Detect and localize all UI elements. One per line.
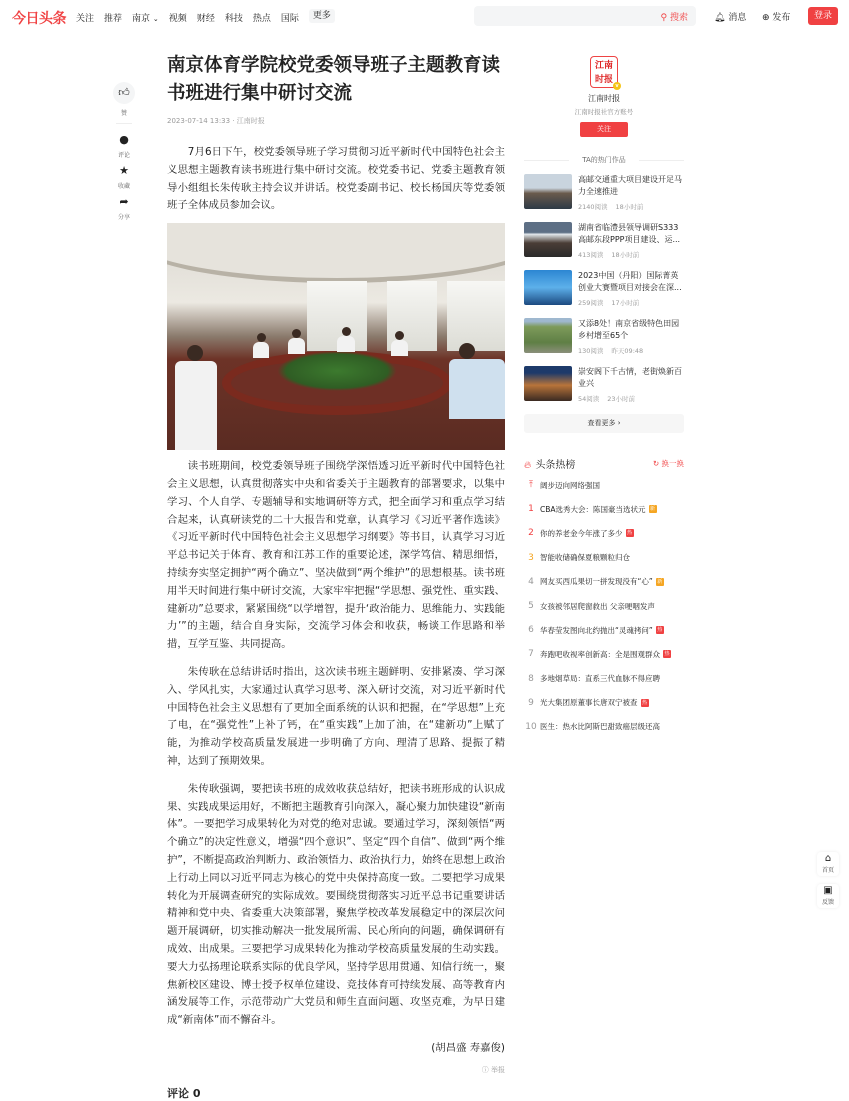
fire-icon: 🔥︎ — [524, 459, 532, 471]
chevron-down-icon: ⌄ — [152, 15, 159, 23]
hot-item[interactable] — [524, 667, 684, 691]
like-button[interactable] — [113, 82, 135, 104]
work-title: 湖南省临澧县领导调研S333高邮东段PPP项目建设、运... — [578, 223, 681, 244]
article — [167, 52, 505, 1101]
feedback-label: 反馈 — [821, 899, 834, 906]
work-item[interactable] — [524, 366, 684, 405]
top-header — [0, 0, 849, 33]
search-label: 搜索 — [669, 13, 688, 23]
works-heading: TA的热门作品 — [524, 155, 684, 165]
article-paragraph: 读书班期间，校党委领导班子围绕学深悟透习近平新时代中国特色社会主义思想，认真贯彻落实中央和省委关于主题教育的部署要求，以集中学习、个人自学、专题辅导和实地调研等方式，把全面学习和重点学习结合起来，认真研读党的二十大报告和党章，认真学习《习近平著作选读》《习近平新时代中国特色社会主义思想学习纲要》等书目，认真学习习近平总书记关于体育、教育和江苏工作的重要论述，深学笃信、精思细悟，持续夯实坚定拥护“两个确立”、坚决做到“两个维护”的思想根基。读书班用半天时间进行集中研讨交流，大家牢牢把握“学思想、强党性、重实践、建新功”总要求，紧紧围绕“以学增智，提升‘政治能力、思维能力、实践能力’”的主题，结合自身实际，交流学习体会和收获，畅谈工作思路和举措，互学互鉴、共同提高。 — [167, 460, 505, 651]
article-paragraph: 7月6日下午，校党委领导班子学习贯彻习近平新时代中国特色社会主义思想主题教育读书班进行集中研讨交流。校党委书记、党委主题教育领导小组组长朱传耿主持会议并讲话。校党委副书记、校长杨国庆等党委领班子全体成员参加会议。 — [167, 146, 505, 212]
collect-label[interactable]: 收藏 — [117, 183, 130, 190]
hot-tag-badge: 热 — [657, 627, 663, 634]
hot-item-title: 奔跑吧收视率创新高：全是围观群众 — [540, 649, 660, 659]
work-title: 又添8处！南京省级特色田园乡村增至65个 — [578, 319, 680, 340]
hot-item[interactable] — [524, 618, 684, 642]
article-paragraph: 朱传耿在总结讲话时指出，这次读书班主题鲜明、安排紧凑、学习深入、学风扎实，大家通过认真学习思考、深入研讨交流，对习近平新时代中国特色社会主义思想有了更加全面系统的认识和把握，在“学思想”上充了电，在“强党性”上补了钙，在“重实践”上加了油，在“建新功”上赋了能，为推动学校高质量发展进一步明确了方向、理清了思路、提振了精神，达到了预期效果。 — [167, 665, 505, 767]
plus-circle-icon: ⊕ — [762, 13, 770, 23]
refresh-label: 换一换 — [661, 458, 684, 468]
hot-item-rank: 10 — [525, 721, 537, 732]
work-thumbnail — [524, 270, 572, 305]
comments-heading: 评论 0 — [167, 1086, 201, 1100]
work-time: 23小时前 — [607, 395, 636, 403]
hot-tag-badge: 热 — [664, 651, 670, 658]
hot-item-title: 女孩被邻居爬窗救出 父亲哽咽发声 — [540, 601, 655, 611]
hot-tag-badge: 新 — [650, 506, 656, 513]
nav-more[interactable]: 更多 — [309, 9, 335, 23]
publish-label: 发布 — [772, 13, 791, 23]
work-title: 高邮交通重大项目建设开足马力全速推进 — [578, 175, 682, 196]
nav-video[interactable]: 视频 — [168, 14, 187, 24]
refresh-button[interactable] — [653, 458, 684, 469]
feedback-icon: ▣ — [823, 885, 833, 896]
hot-item-title: 光大集团原董事长唐双宁被查 — [540, 698, 638, 708]
messages-label: 消息 — [728, 13, 747, 23]
pin-top-icon: ⤒ — [529, 480, 533, 491]
work-item[interactable] — [524, 318, 684, 357]
hot-tag-badge: 热 — [626, 530, 632, 537]
work-thumbnail — [524, 366, 572, 401]
article-title: 南京体育学院校党委领导班子主题教育读书班进行集中研讨交流 — [167, 55, 501, 104]
report-label: 举报 — [491, 1065, 505, 1074]
share-label[interactable]: 分享 — [117, 214, 130, 221]
hot-item-pinned[interactable] — [524, 473, 684, 497]
follow-button[interactable]: 关注 — [580, 122, 628, 137]
work-reads: 54阅读 — [578, 395, 600, 403]
feedback-button[interactable] — [817, 884, 839, 908]
work-reads: 413阅读 — [578, 251, 604, 259]
hot-item-title: 阔步迈向网络强国 — [540, 480, 600, 490]
hot-item-title: 智能收储确保夏粮颗粒归仓 — [540, 553, 630, 563]
hot-item-rank: 3 — [528, 552, 534, 563]
hot-item-rank: 6 — [528, 625, 534, 636]
messages-button[interactable] — [714, 10, 746, 23]
nav-finance[interactable]: 财经 — [196, 14, 215, 24]
hot-item[interactable] — [524, 715, 684, 739]
work-reads: 2140阅读 — [578, 203, 608, 211]
comment-icon[interactable]: ● — [119, 133, 129, 146]
hot-item-rank: 2 — [528, 528, 534, 539]
work-thumbnail — [524, 174, 572, 209]
work-title: 2023中国（丹阳）国际菁英创业大赛暨项目对接会在深... — [578, 271, 682, 292]
logo[interactable]: 今日头条 — [12, 11, 66, 27]
hot-item-title: 你的养老金今年涨了多少 — [540, 528, 623, 538]
work-time: 18小时前 — [615, 203, 644, 211]
hot-item-title: CBA选秀大会：陈国豪当选状元 — [540, 504, 646, 514]
comment-label[interactable]: 评论 — [117, 152, 130, 159]
nav-follow[interactable]: 关注 — [76, 14, 95, 24]
hot-item-rank: 9 — [528, 697, 534, 708]
hot-item-rank: 7 — [528, 649, 534, 660]
hot-board — [524, 455, 684, 739]
hot-item[interactable] — [524, 642, 684, 666]
hot-item-rank: 1 — [528, 504, 534, 515]
search-input[interactable] — [474, 6, 696, 26]
hot-item[interactable] — [524, 691, 684, 715]
nav-nanjing[interactable] — [132, 11, 159, 24]
nav-international[interactable]: 国际 — [280, 14, 299, 24]
article-paragraph: 朱传耿强调，要把读书班的成效收获总结好，把读书班形成的认识成果、实践成果运用好，不断把主题教育引向深入，凝心聚力加快建设“新南体”。一要把学习成果转化为对党的绝对忠诚。要通过学习，深刻领悟“两个确立”的决定性意义，增强“四个意识”、坚定“四个自信”、做到“两个维护”，不断提高政治判断力、政治领悟力、政治执行力，始终在思想上政治上行动上同以习近平同志为核心的党中央保持高度一致。二要把学习成果转化为开展调查研究的实际成效。要围绕贯彻落实习近平总书记重要讲话精神和党中央、省委重大决策部署，聚焦学校改革发展稳定中的深层次问题开展调研，切实推动解决一批发展所需、民心所向的问题，确保调研有成效、出成果。三要把学习成果转化为推动学校高质量发展的生动实践。要大力弘扬理论联系实际的优良学风，坚持学思用贯通、知信行统一，聚焦新校区建设、博士授予权单位建设、竞技体育可持续发展、高等教育内涵发展等工作，示范带动广大党员和师生直面问题、攻坚克难，为早日建成“新南体”而不懈奋斗。 — [167, 782, 505, 1027]
search-icon: ⚲ — [660, 13, 668, 23]
refresh-icon: ↻ — [652, 458, 660, 468]
search-button[interactable] — [661, 10, 688, 23]
nav-recommend[interactable]: 推荐 — [104, 14, 123, 24]
top-nav — [76, 11, 345, 24]
hot-item-rank: 5 — [528, 601, 534, 612]
star-icon[interactable]: ★ — [119, 164, 129, 177]
nav-tech[interactable]: 科技 — [224, 14, 243, 24]
hot-item[interactable] — [524, 497, 684, 521]
work-time: 昨天09:48 — [611, 347, 644, 355]
hot-item-title: 多地烟草局：直系三代血脉不得应聘 — [540, 674, 660, 684]
nav-hot[interactable]: 热点 — [252, 14, 271, 24]
author-desc: 江南时报社官方账号 — [574, 108, 634, 116]
hot-item[interactable] — [524, 546, 684, 570]
thumbs-up-icon: 👍︎ — [118, 86, 130, 99]
avatar[interactable]: 江南 时报 v — [590, 56, 618, 88]
hot-item-title: 华春莹发图向北约抛出“灵魂拷问” — [540, 625, 653, 635]
verified-icon: v — [613, 82, 621, 90]
home-button[interactable] — [817, 852, 839, 876]
work-time: 18小时前 — [611, 251, 640, 259]
hot-board-title-text: 头条热榜 — [535, 459, 576, 471]
report-button[interactable] — [167, 1065, 505, 1075]
nav-nanjing-label: 南京 — [132, 14, 151, 24]
view-more-button[interactable]: 查看更多 › — [524, 414, 684, 433]
work-item[interactable] — [524, 270, 684, 309]
work-thumbnail — [524, 222, 572, 257]
author-card — [524, 52, 684, 433]
info-icon: ⓘ — [481, 1065, 489, 1074]
bell-icon: 🔔︎ — [714, 13, 726, 23]
hot-item-rank: 4 — [528, 576, 534, 587]
hot-item[interactable] — [524, 570, 684, 594]
hot-tag-badge: 新 — [657, 578, 663, 585]
author-name[interactable]: 江南时报 — [588, 94, 620, 103]
hot-item[interactable] — [524, 594, 684, 618]
article-meta: 2023-07-14 13:33 · 江南时报 — [167, 117, 265, 125]
work-thumbnail — [524, 318, 572, 353]
work-reads: 259阅读 — [578, 299, 604, 307]
hot-item-title: 网友买西瓜果切一拼发现没有“心” — [540, 577, 653, 587]
hot-item-title: 医生：热水比阿斯巴甜致癌层级还高 — [540, 722, 660, 732]
login-button[interactable]: 登录 — [808, 7, 838, 25]
home-icon: ⌂ — [824, 853, 832, 864]
share-icon[interactable]: ➦ — [119, 195, 129, 208]
hot-item-rank: 8 — [528, 673, 534, 684]
article-photo — [167, 223, 505, 450]
divider — [116, 123, 132, 124]
home-label: 首页 — [821, 867, 834, 874]
work-item[interactable] — [524, 222, 684, 261]
publish-button[interactable] — [762, 10, 790, 23]
article-actions — [113, 82, 135, 227]
work-reads: 130阅读 — [578, 347, 604, 355]
work-title: 崇安阁下千古情，老街焕新百业兴 — [578, 367, 682, 388]
work-time: 17小时前 — [611, 299, 640, 307]
work-item[interactable] — [524, 174, 684, 213]
hot-item[interactable] — [524, 521, 684, 545]
hot-board-title — [524, 456, 575, 471]
like-label: 赞 — [120, 110, 127, 117]
article-signature: (胡昌盛 寿嘉俊) — [431, 1041, 505, 1054]
hot-tag-badge: 热 — [641, 699, 647, 706]
